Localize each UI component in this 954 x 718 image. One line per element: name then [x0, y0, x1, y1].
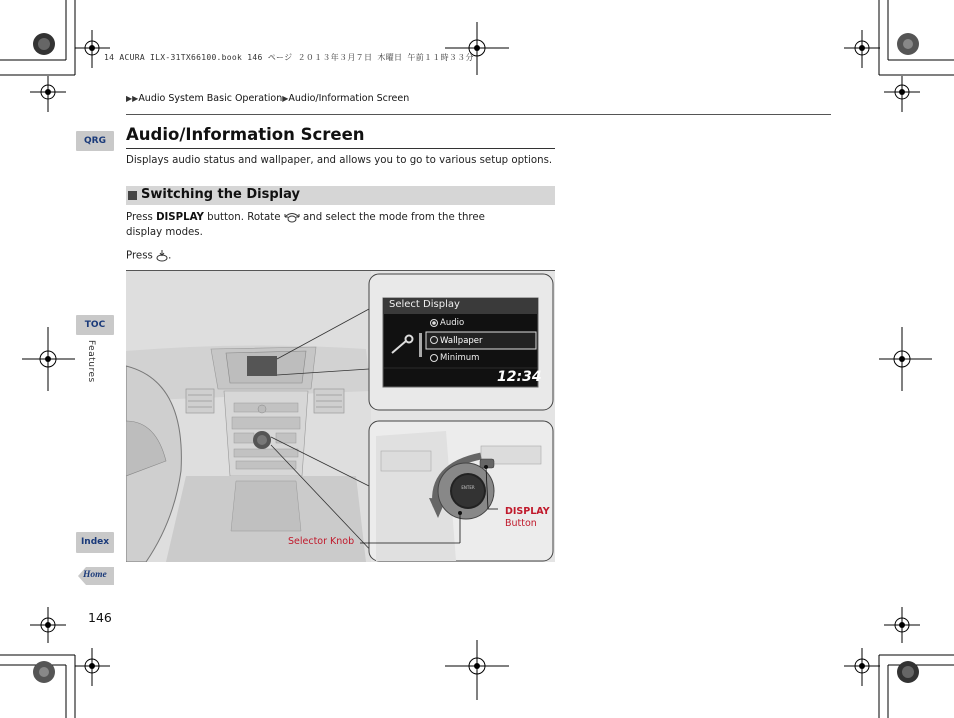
- selector-press-icon: [156, 249, 168, 262]
- page-description: Displays audio status and wallpaper, and allows you to go to various setup options.: [126, 155, 553, 166]
- instruction-button-name: DISPLAY: [156, 212, 204, 223]
- index-tab[interactable]: Index: [76, 532, 114, 553]
- label-display: DISPLAY: [505, 506, 550, 517]
- option-wallpaper: Wallpaper: [440, 336, 483, 346]
- breadcrumb: [126, 93, 409, 104]
- print-header: 14 ACURA ILX-31TX66100.book 146 ページ ２０１３年３月７日 木曜日 午前１１時３３分: [104, 53, 474, 62]
- square-bullet-icon: [128, 191, 137, 200]
- label-button: Button: [505, 518, 537, 529]
- press-instruction: [126, 249, 171, 262]
- label-display-button: [505, 506, 550, 530]
- home-button[interactable]: [76, 565, 116, 587]
- dashboard-illustration: [126, 271, 555, 562]
- option-audio: Audio: [440, 318, 465, 328]
- screen-clock: 12:34: [497, 369, 542, 385]
- page-title: Audio/Information Screen: [126, 125, 365, 144]
- instruction-rest: button. Rotate: [203, 212, 284, 223]
- breadcrumb-current: Audio/Information Screen: [288, 93, 410, 104]
- breadcrumb-parent[interactable]: Audio System Basic Operation: [138, 93, 283, 104]
- label-selector-knob: Selector Knob: [288, 536, 355, 547]
- press-text: Press: [126, 250, 157, 262]
- instruction-end: and select the mode from the three display modes.: [126, 212, 485, 238]
- selector-rotate-icon: [284, 211, 300, 224]
- option-minimum: Minimum: [440, 353, 480, 363]
- toc-tab[interactable]: TOC: [76, 315, 114, 335]
- header-rule: [126, 114, 831, 115]
- section-heading: Switching the Display: [141, 187, 300, 202]
- home-label: Home: [83, 570, 107, 580]
- page-number: 146: [88, 610, 112, 625]
- section-heading-bar: [126, 186, 555, 205]
- qrg-tab[interactable]: QRG: [76, 131, 114, 151]
- section-label: Features: [86, 340, 96, 383]
- press-end: .: [168, 250, 172, 262]
- triangle-right-icon: ▶▶: [126, 94, 139, 103]
- knob-marking: ENTER: [461, 485, 475, 490]
- instruction-press: Press: [126, 212, 157, 223]
- screen-title: Select Display: [389, 299, 460, 310]
- instruction-text: [126, 210, 516, 240]
- triangle-right-icon: ▶: [282, 94, 289, 103]
- title-rule: [126, 148, 555, 149]
